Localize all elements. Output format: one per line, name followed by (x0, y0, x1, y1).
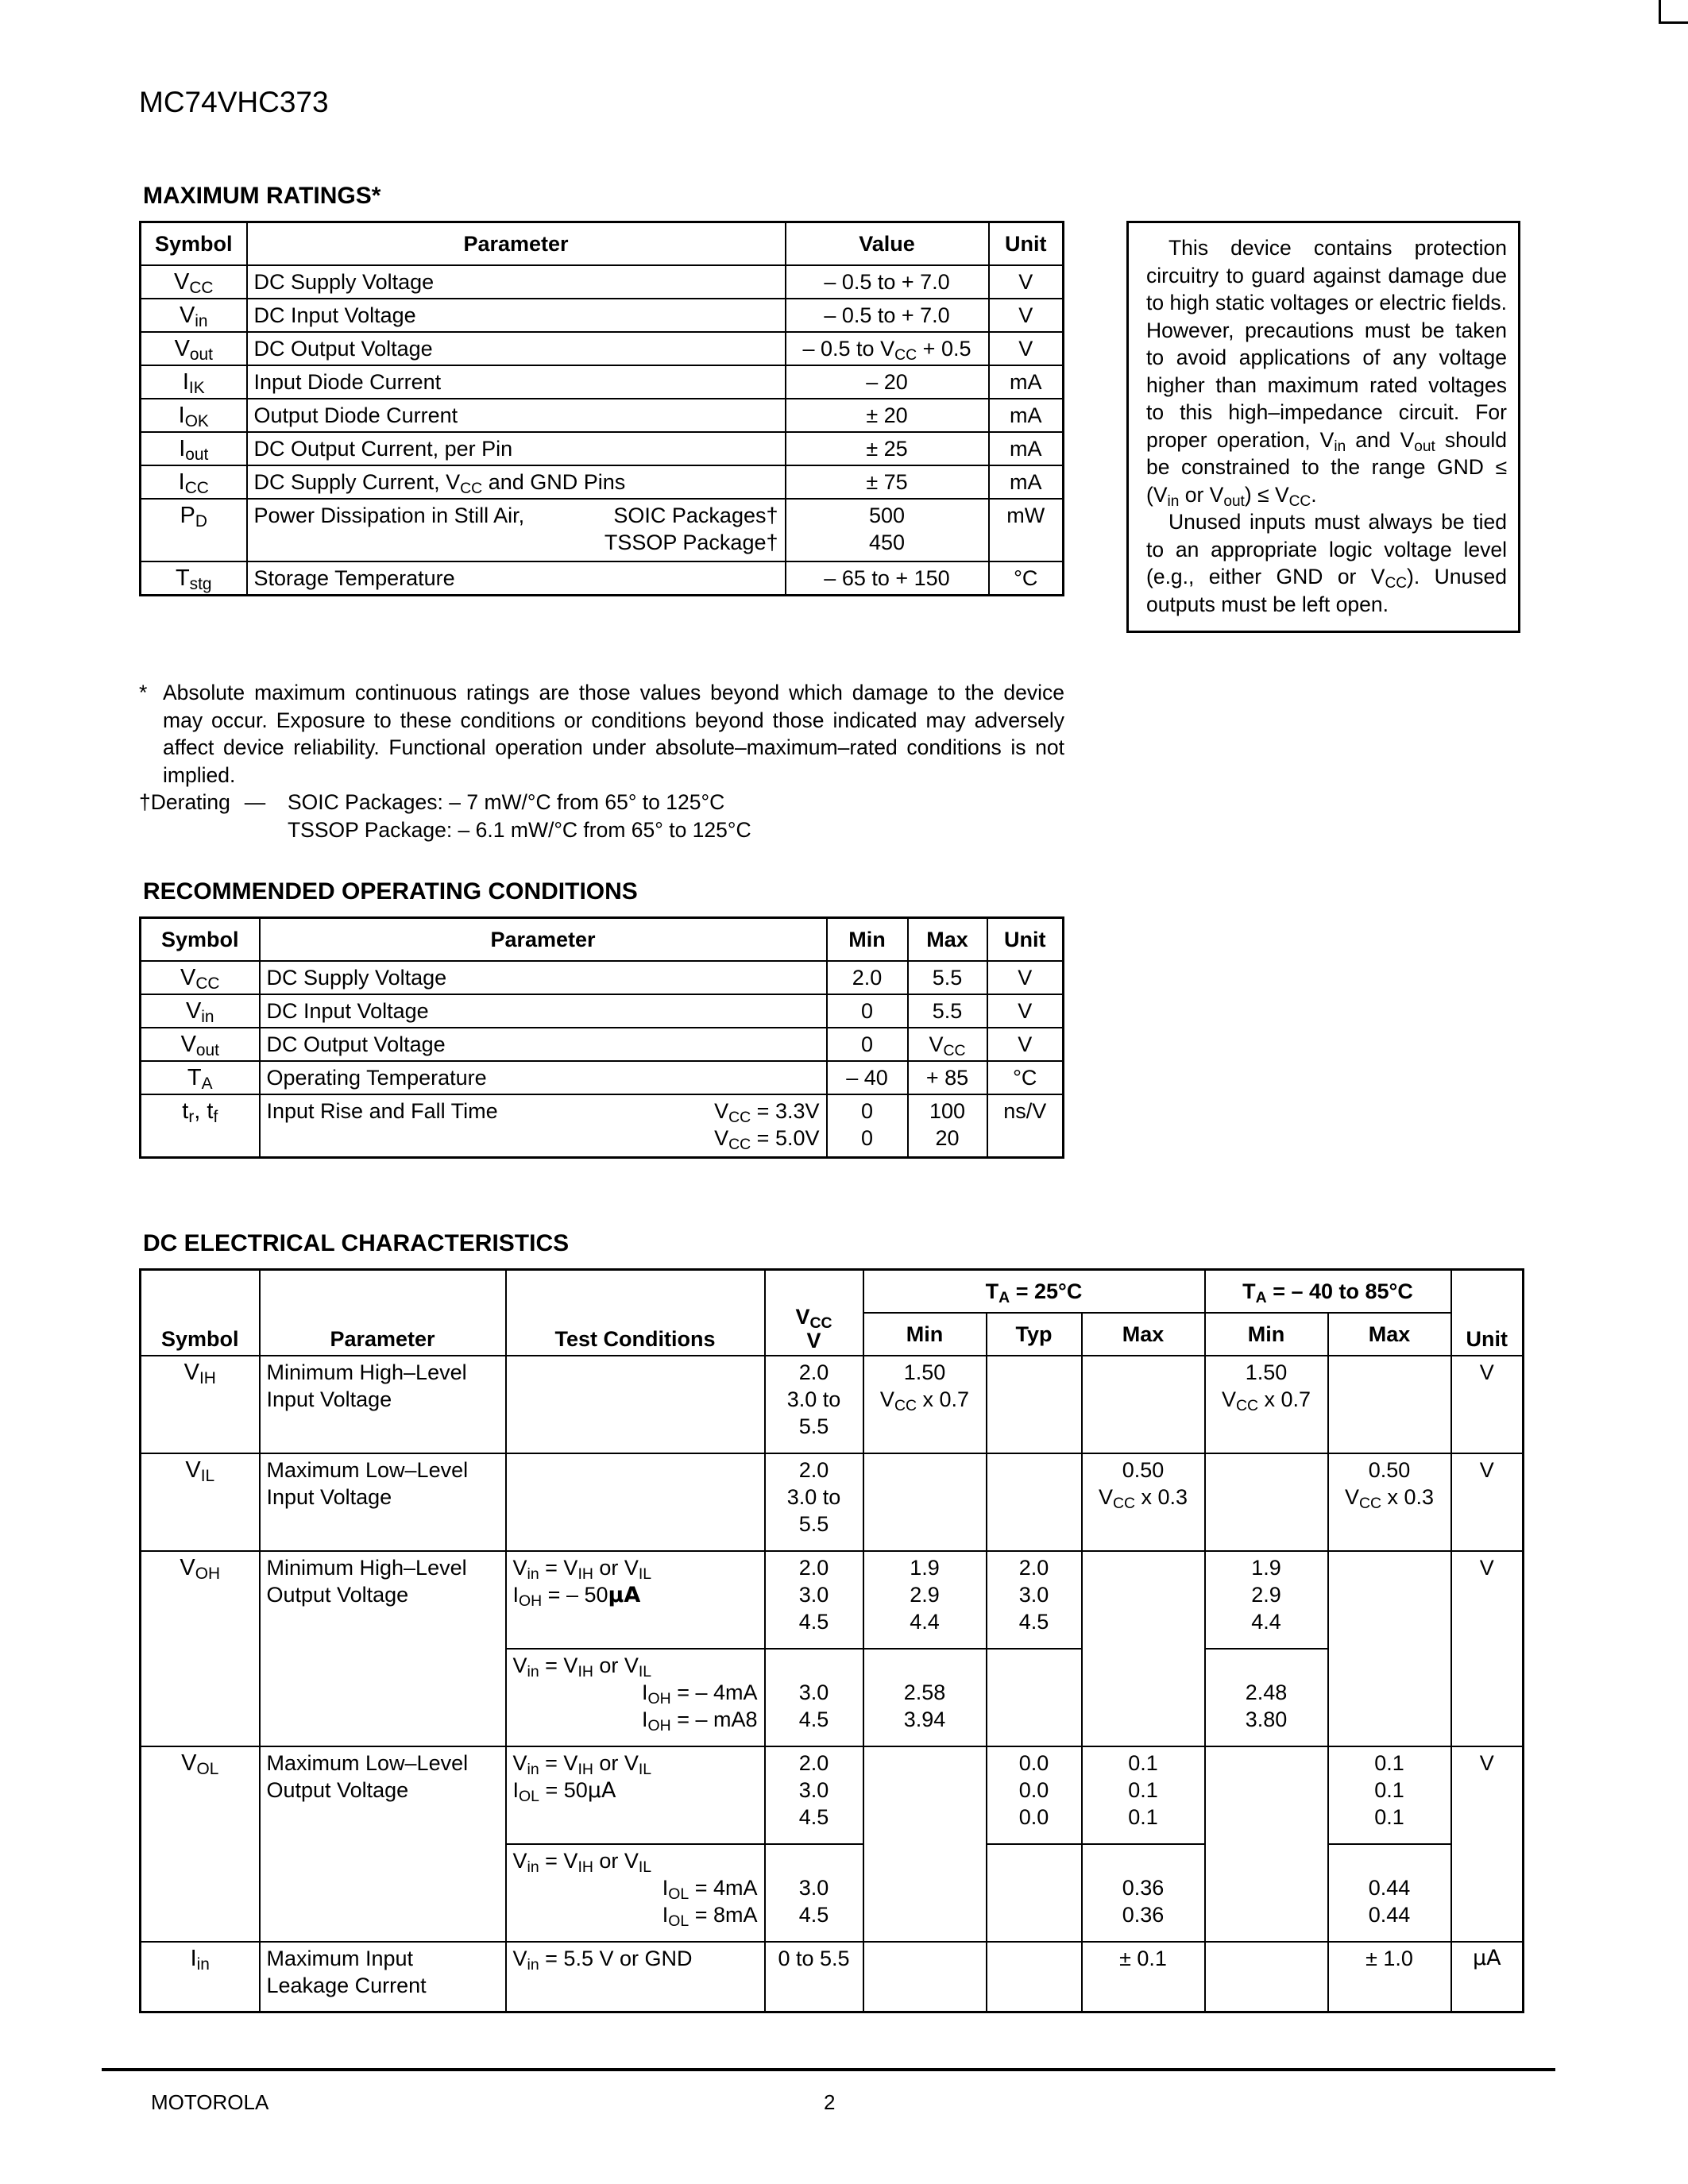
col-header: Min (863, 1313, 987, 1356)
symbol-cell: $V_{IH}$ (141, 1356, 260, 1453)
min-cell: 0 0 (827, 1094, 908, 1158)
parameter-cell: DC Supply Current, $V_{CC}$ and GND Pins (247, 465, 786, 499)
footer-rule (102, 2068, 1555, 2071)
table-row (141, 265, 1064, 299)
symbol-cell: $V_{CC}$ (141, 265, 247, 299)
symbol-cell: $I_{out}$ (141, 432, 247, 465)
value-cell: – 0.5 to $V_{CC} + 0.5$ (786, 332, 989, 365)
min-cell: 0 (827, 1028, 908, 1061)
col-header: Test Conditions (506, 1270, 765, 1356)
value-cell: ± 20 (786, 399, 989, 432)
unit-cell: μA (1451, 1942, 1524, 2012)
col-header: Typ (987, 1313, 1082, 1356)
table-row (141, 365, 1064, 399)
col-header: Max (908, 918, 987, 962)
table-row (141, 961, 1064, 994)
max-cell: + 85 (908, 1061, 987, 1094)
parameter-cell: Maximum Low–Level Output Voltage (260, 1746, 506, 1942)
symbol-cell: $V_{in}$ (141, 299, 247, 332)
document-title: MC74VHC373 (139, 86, 329, 118)
parameter-cell: Minimum High–Level Output Voltage (260, 1551, 506, 1746)
min-85-cell (1205, 1746, 1328, 1942)
table-row (141, 432, 1064, 465)
min-85-cell (1205, 1453, 1328, 1551)
footnote-absolute-max: * Absolute maximum continuous ratings are those values beyond which damage to the device may occur. Exposure to these conditions or conditions beyond those indicated may adversely affect device reliability. Functional operation under absolute–maximum–rated conditions is not implied. (139, 681, 1064, 787)
crop-mark (1659, 0, 1688, 24)
symbol-cell: $V_{out}$ (141, 1028, 260, 1061)
max-ratings-table (139, 221, 1064, 596)
parameter-text: Input Rise and Fall Time (266, 1099, 498, 1123)
unit-cell: V (989, 332, 1064, 365)
value-cell: – 20 (786, 365, 989, 399)
test-conditions-cell: $V_{in} = 5.5$ V or GND (506, 1942, 765, 2012)
col-header: Parameter (260, 1270, 506, 1356)
vcc-cell: 2.0 3.0 to 5.5 (765, 1453, 863, 1551)
protection-note (1126, 221, 1520, 633)
test-conditions-cell: $V_{in} = V_{IH}$ or $V_{IL}$ $I_{OL} = 50\mu A$ (506, 1746, 765, 1844)
min-cell (863, 1746, 987, 1942)
vcc-cell: 2.0 3.0 4.5 (765, 1746, 863, 1844)
typ-cell (987, 1942, 1082, 2012)
max-cell: 0.50 $V_{CC}$ x 0.3 (1082, 1453, 1205, 1551)
unit-cell: mA (989, 432, 1064, 465)
symbol-cell: $V_{OH}$ (141, 1551, 260, 1746)
note-paragraph: Unused inputs must always be tied to an appropriate logic voltage level (e.g., either GND or $V_{CC}$). Unused outputs must be left open. (1146, 510, 1507, 616)
max-cell: 0.1 0.1 0.1 (1082, 1746, 1205, 1844)
max-cell: ± 0.1 (1082, 1942, 1205, 2012)
unit-cell: V (989, 265, 1064, 299)
col-header: Min (1205, 1313, 1328, 1356)
symbol-cell: $V_{IL}$ (141, 1453, 260, 1551)
test-conditions-cell: $V_{in} = V_{IH}$ or $V_{IL}$ $I_{OH}$ = – 50μA (506, 1551, 765, 1649)
parameter-cell: Input Diode Current (247, 365, 786, 399)
value-cell: 500 450 (786, 499, 989, 561)
parameter-cell: Operating Temperature (260, 1061, 827, 1094)
package-label: SOIC Packages† (613, 504, 778, 527)
table-header-row (141, 918, 1064, 962)
vcc-cell: 3.0 4.5 (765, 1649, 863, 1746)
symbol-cell: $V_{CC}$ (141, 961, 260, 994)
parameter-cell: Storage Temperature (247, 561, 786, 596)
col-header: Value (786, 222, 989, 266)
min-85-cell: 1.9 2.9 4.4 (1205, 1551, 1328, 1649)
value-cell: – 0.5 to + 7.0 (786, 299, 989, 332)
max-85-cell: 0.1 0.1 0.1 (1328, 1746, 1451, 1844)
typ-cell: 2.0 3.0 4.5 (987, 1551, 1082, 1649)
typ-cell (987, 1844, 1082, 1942)
section-title-recommended: RECOMMENDED OPERATING CONDITIONS (143, 878, 638, 905)
test-conditions-cell (506, 1356, 765, 1453)
vcc-cell: 2.0 3.0 4.5 (765, 1551, 863, 1649)
col-header: Max (1328, 1313, 1451, 1356)
min-cell: – 40 (827, 1061, 908, 1094)
parameter-cell: DC Output Voltage (247, 332, 786, 365)
test-conditions-cell: $V_{in} = V_{IH}$ or $V_{IL}$ $I_{OL} = 4mA$ $I_{OL} = 8mA$ (506, 1844, 765, 1942)
symbol-cell: $I_{IK}$ (141, 365, 247, 399)
symbol-cell: $V_{OL}$ (141, 1746, 260, 1942)
parameter-cell (247, 499, 786, 561)
symbol-cell: $I_{in}$ (141, 1942, 260, 2012)
typ-cell: 0.0 0.0 0.0 (987, 1746, 1082, 1844)
min-cell (863, 1453, 987, 1551)
symbol-cell: $I_{OK}$ (141, 399, 247, 432)
col-header-ta-85: $T_A$ = – 40 to 85°C (1205, 1270, 1451, 1314)
typ-cell (987, 1649, 1082, 1746)
parameter-cell: DC Input Voltage (260, 994, 827, 1028)
min-cell: 0 (827, 994, 908, 1028)
min-cell: 1.50 $V_{CC}$ x 0.7 (863, 1356, 987, 1453)
condition-label: $V_{CC} = 3.3V$ (714, 1099, 820, 1126)
col-header: Symbol (141, 1270, 260, 1356)
symbol-cell: $V_{out}$ (141, 332, 247, 365)
min-85-cell: 2.48 3.80 (1205, 1649, 1328, 1746)
parameter-cell: DC Output Voltage (260, 1028, 827, 1061)
col-header: Parameter (260, 918, 827, 962)
unit-cell: V (1451, 1453, 1524, 1551)
col-header-ta-25: $T_A = 25^\circ C$ (863, 1270, 1205, 1314)
unit-cell: mA (989, 465, 1064, 499)
value-cell: ± 25 (786, 432, 989, 465)
col-header: Max (1082, 1313, 1205, 1356)
recommended-conditions-table (139, 916, 1064, 1159)
section-title-dc: DC ELECTRICAL CHARACTERISTICS (143, 1230, 570, 1256)
table-row (141, 1746, 1524, 1844)
unit-cell: V (987, 994, 1064, 1028)
col-header: Symbol (141, 918, 260, 962)
unit-cell: mW (989, 499, 1064, 561)
vcc-cell: 2.0 3.0 to 5.5 (765, 1356, 863, 1453)
min-85-cell: 1.50 $V_{CC}$ x 0.7 (1205, 1356, 1328, 1453)
value-cell: ± 75 (786, 465, 989, 499)
value-cell: – 65 to + 150 (786, 561, 989, 596)
max-85-cell (1328, 1356, 1451, 1453)
table-header-row (141, 222, 1064, 266)
max-cell (1082, 1356, 1205, 1453)
min-cell: 2.58 3.94 (863, 1649, 987, 1746)
parameter-cell: DC Supply Voltage (247, 265, 786, 299)
min-cell: 2.0 (827, 961, 908, 994)
max-cell: 5.5 (908, 994, 987, 1028)
symbol-cell: $t_r$, $t_f$ (141, 1094, 260, 1158)
typ-cell (987, 1356, 1082, 1453)
max-cell (1082, 1551, 1205, 1746)
unit-cell: ns/V (987, 1094, 1064, 1158)
table-row (141, 994, 1064, 1028)
table-row (141, 1094, 1064, 1158)
condition-label: $V_{CC} = 5.0V$ (714, 1126, 820, 1153)
dc-characteristics-table (139, 1268, 1524, 2013)
unit-cell: °C (989, 561, 1064, 596)
unit-cell: mA (989, 365, 1064, 399)
parameter-cell (260, 1094, 827, 1158)
section-title-max-ratings: MAXIMUM RATINGS* (143, 183, 381, 209)
max-85-cell: 0.50 $V_{CC}$ x 0.3 (1328, 1453, 1451, 1551)
table-row (141, 1551, 1524, 1649)
symbol-cell: $I_{CC}$ (141, 465, 247, 499)
table-row (141, 1942, 1524, 2012)
parameter-cell: Maximum Input Leakage Current (260, 1942, 506, 2012)
col-header: Parameter (247, 222, 786, 266)
unit-cell: °C (987, 1061, 1064, 1094)
min-85-cell (1205, 1942, 1328, 2012)
test-conditions-cell (506, 1453, 765, 1551)
table-row (141, 499, 1064, 561)
symbol-cell: $P_D$ (141, 499, 247, 561)
unit-cell: V (1451, 1356, 1524, 1453)
unit-cell: V (987, 1028, 1064, 1061)
max-85-cell: ± 1.0 (1328, 1942, 1451, 2012)
col-header: Unit (1451, 1270, 1524, 1356)
max-85-cell (1328, 1551, 1451, 1746)
package-label: TSSOP Package† (604, 531, 778, 554)
table-row (141, 332, 1064, 365)
max-cell: 100 20 (908, 1094, 987, 1158)
footnote-derating: †Derating — SOIC Packages: – 7 mW/°C from 65° to 125°C TSSOP Package: – 6.1 mW/°C from 65° to 125°C (139, 790, 751, 842)
test-conditions-cell: $V_{in} = V_{IH}$ or $V_{IL}$ $I_{OH}$ = – 4mA $I_{OH}$ = – mA8 (506, 1649, 765, 1746)
parameter-cell: Output Diode Current (247, 399, 786, 432)
table-header-row (141, 1270, 1524, 1314)
unit-cell: V (989, 299, 1064, 332)
parameter-cell: Minimum High–Level Input Voltage (260, 1356, 506, 1453)
unit-cell: V (1451, 1551, 1524, 1746)
typ-cell (987, 1453, 1082, 1551)
symbol-cell: $V_{in}$ (141, 994, 260, 1028)
table-row (141, 561, 1064, 596)
page-number: 2 (824, 2090, 836, 2114)
footer-brand: MOTOROLA (151, 2090, 269, 2114)
min-cell (863, 1942, 987, 2012)
table-row (141, 1356, 1524, 1453)
table-row (141, 399, 1064, 432)
vcc-cell: 0 to 5.5 (765, 1942, 863, 2012)
parameter-text: Power Dissipation in Still Air, (253, 504, 525, 527)
parameter-cell: DC Input Voltage (247, 299, 786, 332)
symbol-cell: $T_A$ (141, 1061, 260, 1094)
col-header: Min (827, 918, 908, 962)
max-cell: 0.36 0.36 (1082, 1844, 1205, 1942)
max-cell: 5.5 (908, 961, 987, 994)
unit-cell: V (987, 961, 1064, 994)
parameter-cell: DC Supply Voltage (260, 961, 827, 994)
vcc-cell: 3.0 4.5 (765, 1844, 863, 1942)
col-header: Symbol (141, 222, 247, 266)
table-row (141, 1061, 1064, 1094)
table-row (141, 1453, 1524, 1551)
min-cell: 1.9 2.9 4.4 (863, 1551, 987, 1649)
parameter-cell: Maximum Low–Level Input Voltage (260, 1453, 506, 1551)
table-row (141, 465, 1064, 499)
table-row (141, 299, 1064, 332)
note-paragraph: This device contains protection circuitry to guard against damage due to high static voltages or electric fields. However, precautions must be taken to avoid applications of any voltage higher than maximum rated voltages to this high–impedance circuit. For proper operation, $V_{in}$ and $V_{out}$ should be constrained to the range GND ≤ ($V_{in}$ or $V_{out}) \le V_{CC}$. (1146, 236, 1507, 510)
col-header: Unit (987, 918, 1064, 962)
value-cell: – 0.5 to + 7.0 (786, 265, 989, 299)
max-cell: $V_{CC}$ (908, 1028, 987, 1061)
unit-cell: V (1451, 1746, 1524, 1942)
unit-cell: mA (989, 399, 1064, 432)
col-header-vcc: $V_{CC}$ V (765, 1270, 863, 1356)
table-row (141, 1028, 1064, 1061)
parameter-cell: DC Output Current, per Pin (247, 432, 786, 465)
max-85-cell: 0.44 0.44 (1328, 1844, 1451, 1942)
symbol-cell: $T_{stg}$ (141, 561, 247, 596)
col-header: Unit (989, 222, 1064, 266)
